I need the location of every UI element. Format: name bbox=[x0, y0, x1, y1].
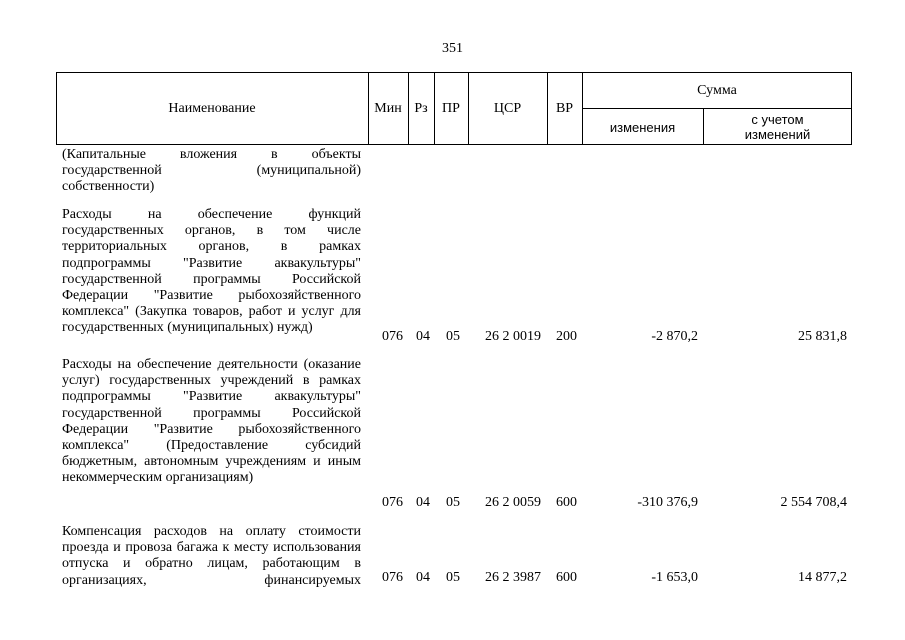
header-rz: Рз bbox=[414, 101, 428, 116]
row-vr: 200 bbox=[556, 329, 577, 344]
row-total: 25 831,8 bbox=[798, 329, 847, 344]
row-change: -1 653,0 bbox=[651, 570, 698, 585]
header-min: Мин bbox=[374, 101, 402, 116]
row-total: 2 554 708,4 bbox=[780, 495, 847, 510]
row-pr: 05 bbox=[446, 570, 460, 585]
header-csr: ЦСР bbox=[493, 101, 522, 116]
row-csr: 26 2 0019 bbox=[485, 329, 541, 344]
row-change: -310 376,9 bbox=[637, 495, 698, 510]
row-vr: 600 bbox=[556, 570, 577, 585]
header-name: Наименование bbox=[168, 101, 256, 116]
row-min: 076 bbox=[382, 495, 403, 510]
row-name: (Капитальные вложения в объекты государственной (муниципальной) собственности) bbox=[62, 147, 361, 195]
row-change: -2 870,2 bbox=[651, 329, 698, 344]
row-csr: 26 2 0059 bbox=[485, 495, 541, 510]
row-rz: 04 bbox=[416, 495, 430, 510]
row-total: 14 877,2 bbox=[798, 570, 847, 585]
table-header bbox=[56, 72, 852, 145]
header-with-change: с учетом изменений bbox=[744, 112, 811, 142]
header-vr: ВР bbox=[555, 101, 574, 116]
header-change: изменения bbox=[609, 119, 676, 135]
page-number: 351 bbox=[442, 41, 463, 56]
row-csr: 26 2 3987 bbox=[485, 570, 541, 585]
row-min: 076 bbox=[382, 570, 403, 585]
row-name: Компенсация расходов на оплату стоимости проезда и провоза багажа к месту использования отпуска и обратно лицам, работающим в организациях, финансируемых bbox=[62, 524, 361, 588]
row-rz: 04 bbox=[416, 329, 430, 344]
row-pr: 05 bbox=[446, 495, 460, 510]
row-pr: 05 bbox=[446, 329, 460, 344]
row-name: Расходы на обеспечение функций государственных органов, в том числе территориальных органов, в рамках подпрограммы "Развитие аквакультуры" государственной программы Российской Федерации "Развитие рыбохозяйственного комплекса" (Закупка товаров, работ и услуг для государственных (муниципальных) нужд) bbox=[62, 207, 361, 336]
row-min: 076 bbox=[382, 329, 403, 344]
row-name: Расходы на обеспечение деятельности (оказание услуг) государственных учреждений в рамках подпрограммы "Развитие аквакультуры" государственной программы Российской Федерации "Развитие рыбохозяйственного комплекса" (Предоставление субсидий бюджетным, автономным учреждениям и иным некоммерческим организациям) bbox=[62, 357, 361, 486]
header-pr: ПР bbox=[442, 101, 460, 116]
row-vr: 600 bbox=[556, 495, 577, 510]
header-sum: Сумма bbox=[697, 82, 737, 98]
row-rz: 04 bbox=[416, 570, 430, 585]
